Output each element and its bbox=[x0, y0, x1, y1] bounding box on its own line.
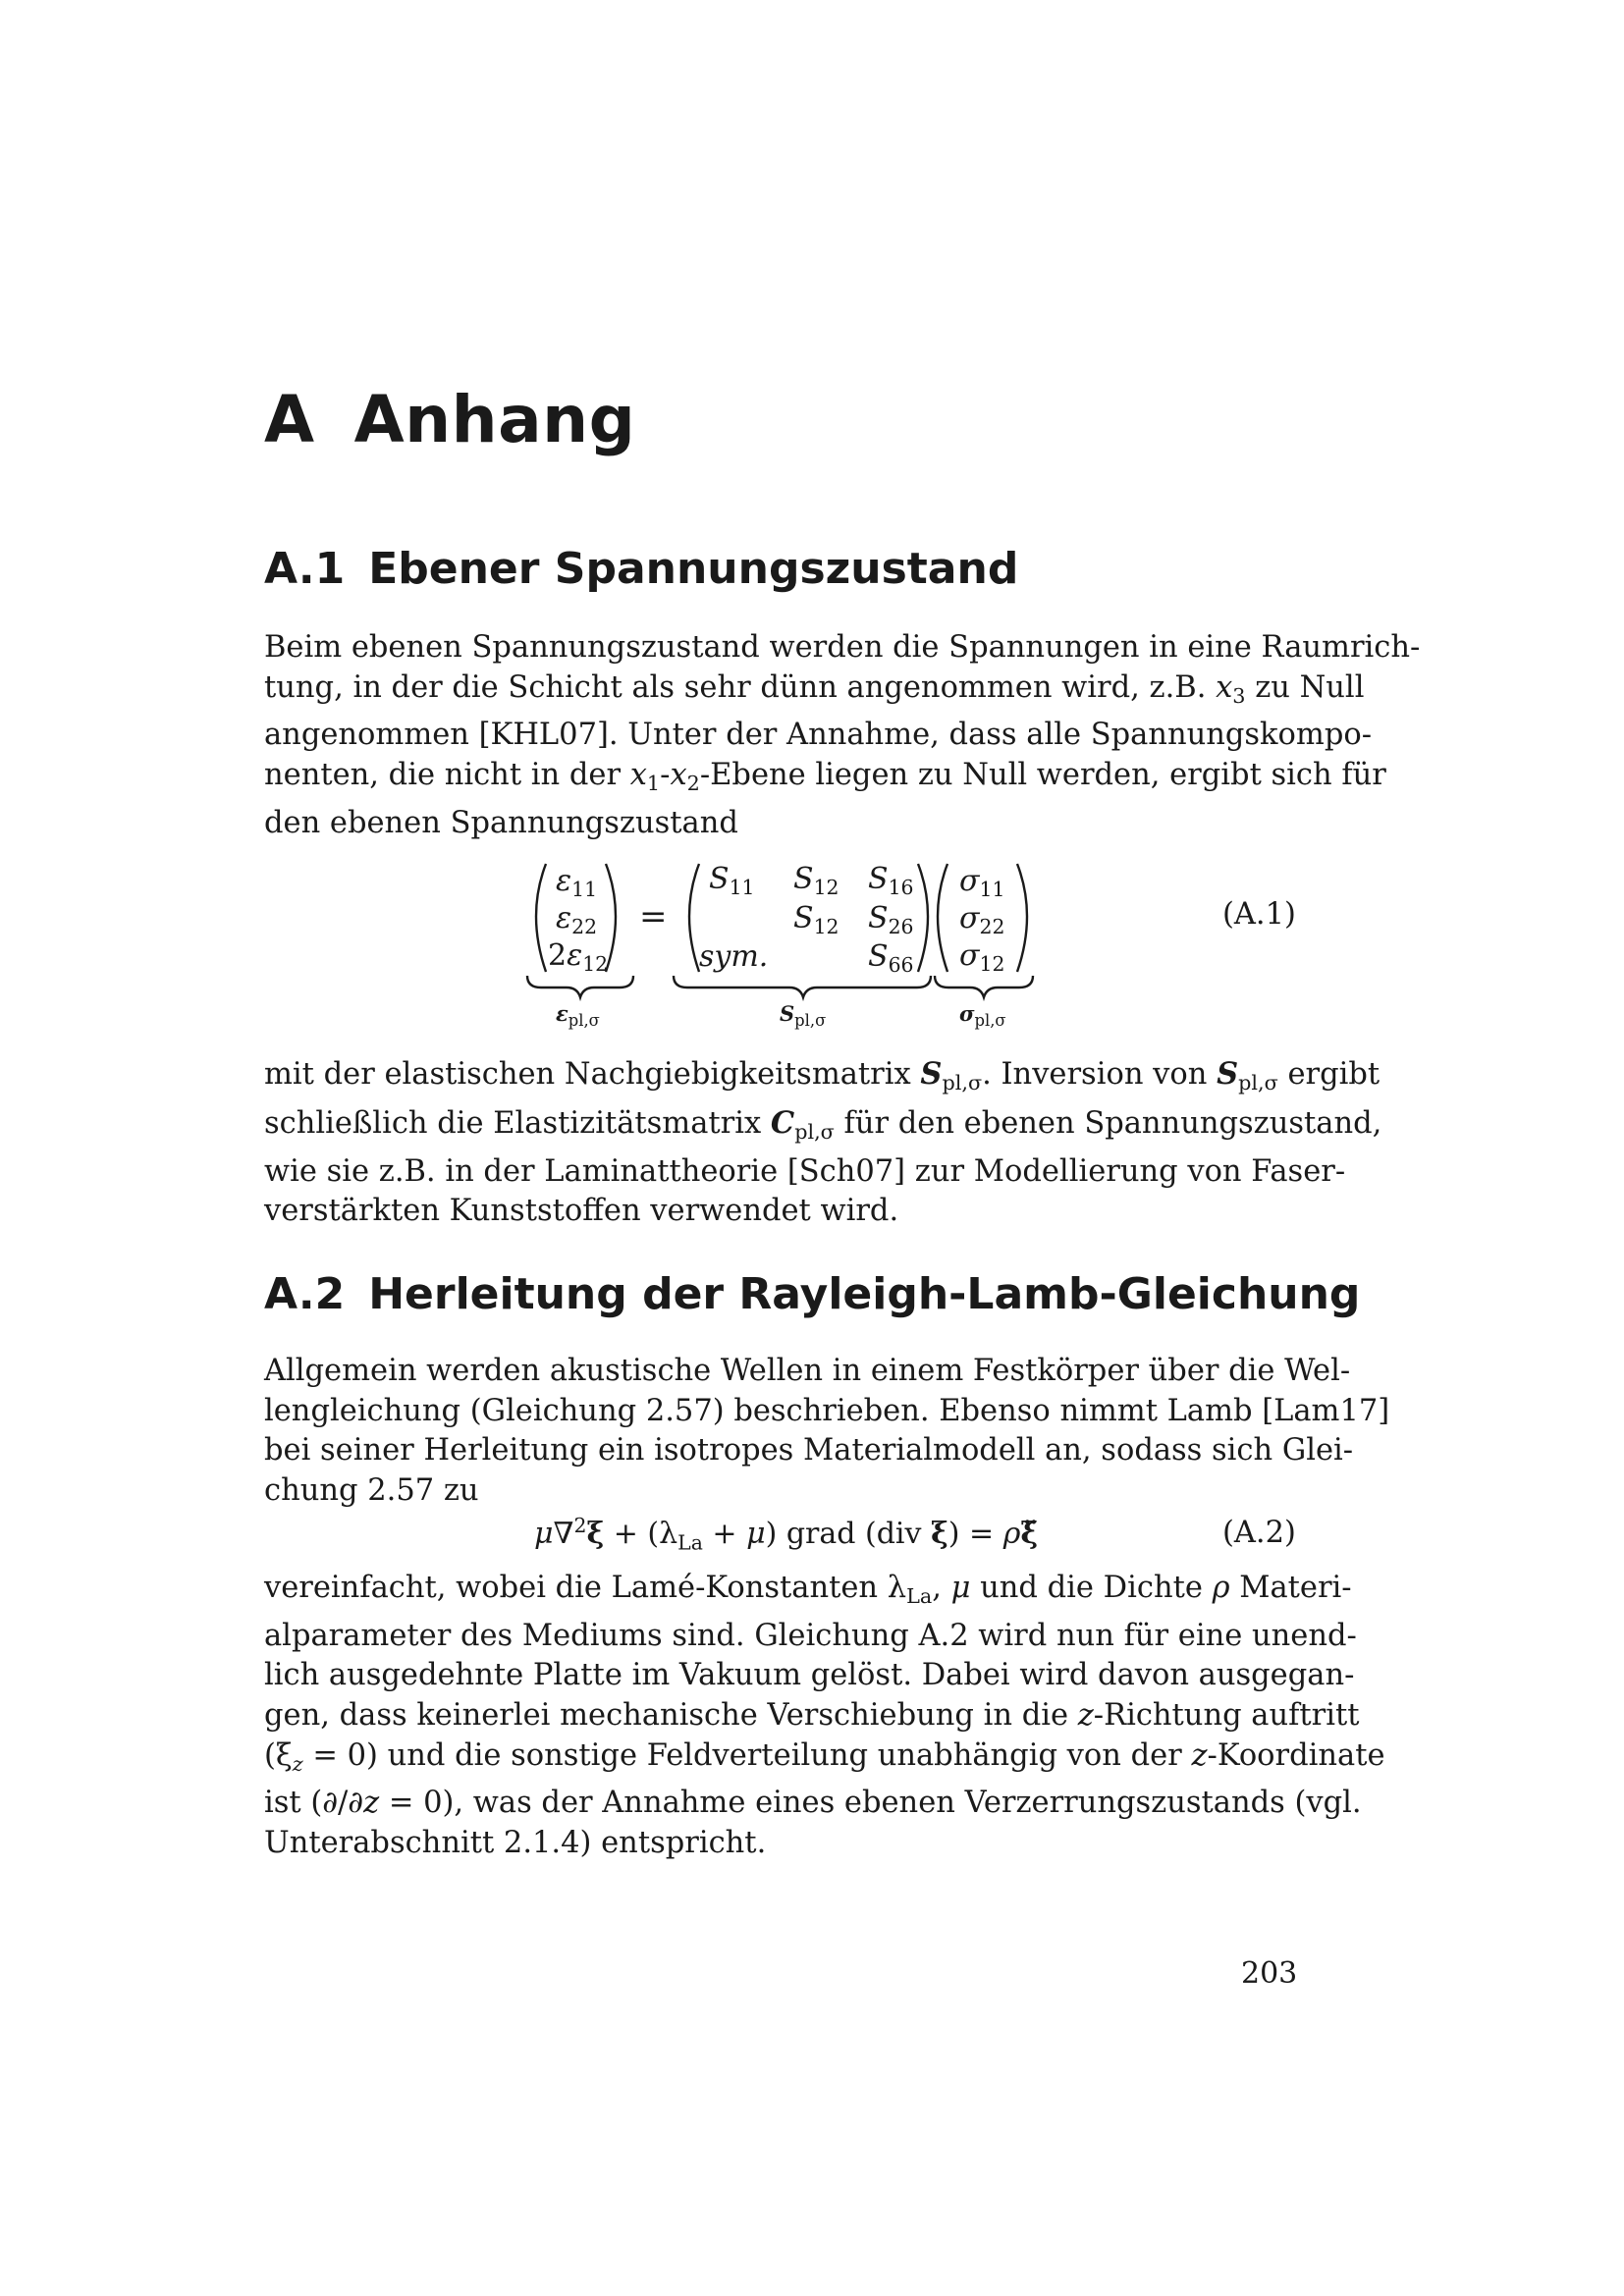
label-strain: $\varepsilon_{pl,\sigma}$ bbox=[556, 1001, 600, 1030]
equation-number: (A.1) bbox=[1222, 897, 1296, 932]
text-line: verstärkten Kunststoffen verwendet wird. bbox=[264, 1194, 899, 1229]
matrix-entry: $S_{11}$ bbox=[709, 862, 755, 900]
section-number: A.2 bbox=[264, 1269, 346, 1319]
text-line: nenten, die nicht in der $x_1-x_2$-Ebene liegen zu Null werden, ergibt sich für bbox=[264, 758, 1386, 796]
text-line: chung 2.57 zu bbox=[264, 1472, 479, 1508]
stress-component: $\sigma_{12}$ bbox=[959, 938, 1005, 977]
text-line: Allgemein werden akustische Wellen in einem Festkörper über die Wel- bbox=[264, 1354, 1351, 1388]
matrix-entry: $S_{16}$ bbox=[868, 862, 914, 900]
text-line: Beim ebenen Spannungszustand werden die Spannungen in eine Raumrich- bbox=[264, 630, 1421, 665]
text-line: mit der elastischen Nachgiebigkeitsmatrix $S_{pl,\sigma}$. Inversion von $S_{pl,\sigma}$ ergibt bbox=[264, 1056, 1380, 1095]
equation-a2: $\mu\nabla^2\xi + (\lambda_{La} + \mu)$ grad (div ξ) = ρξ̈ bbox=[534, 1514, 1039, 1555]
text-line: angenommen [KHL07]. Unter der Annahme, dass alle Spannungskompo- bbox=[264, 718, 1373, 753]
section-title: Ebener Spannungszustand bbox=[368, 544, 1019, 594]
paragraph-a2-after bbox=[264, 1569, 1385, 1864]
paragraph-a1-after bbox=[264, 1054, 1382, 1232]
strain-component: $\varepsilon_{22}$ bbox=[556, 901, 598, 939]
text-line: $(\xi_z = 0)$ und die sonstige Feldverteilung unabhängig von der z-Koordinate bbox=[264, 1737, 1385, 1776]
stress-component: $\sigma_{11}$ bbox=[959, 864, 1005, 902]
text-line: den ebenen Spannungszustand bbox=[264, 805, 738, 840]
text-line: schließlich die Elastizitätsmatrix $C_{pl,\sigma}$ für den ebenen Spannungszustand, bbox=[264, 1104, 1382, 1145]
text-line: lengleichung (Gleichung 2.57) beschrieben. Ebenso nimmt Lamb [Lam17] bbox=[264, 1393, 1390, 1428]
text-line: Unterabschnitt 2.1.4) entspricht. bbox=[264, 1826, 767, 1860]
matrix-entry: $S_{12}$ bbox=[793, 901, 839, 939]
stress-component: $\sigma_{22}$ bbox=[959, 901, 1005, 939]
text-line: vereinfacht, wobei die Lamé-Konstanten $\lambda_{La}$, μ und die Dichte ρ Materi- bbox=[264, 1571, 1352, 1609]
text-line: gen, dass keinerlei mechanische Verschiebung in die z-Richtung auftritt bbox=[264, 1698, 1360, 1733]
equation-number: (A.2) bbox=[1222, 1516, 1296, 1550]
page-number: 203 bbox=[1241, 1956, 1298, 1991]
label-stress: $\sigma_{pl,\sigma}$ bbox=[959, 1001, 1006, 1030]
matrix-entry: $S_{26}$ bbox=[868, 901, 914, 939]
strain-component: $2\varepsilon_{12}$ bbox=[548, 938, 609, 977]
label-compliance: $S_{pl,\sigma}$ bbox=[780, 1001, 827, 1030]
chapter-number: A bbox=[264, 382, 315, 457]
matrix-entry: $S_{12}$ bbox=[793, 862, 839, 900]
strain-component: $\varepsilon_{11}$ bbox=[556, 864, 598, 902]
text-line: bei seiner Herleitung ein isotropes Materialmodell an, sodass sich Glei- bbox=[264, 1433, 1354, 1468]
section-title: Herleitung der Rayleigh-Lamb-Gleichung bbox=[368, 1269, 1361, 1319]
matrix-entry: $S_{66}$ bbox=[868, 939, 914, 978]
text-line: ist (∂/∂z = 0), was der Annahme eines ebenen Verzerrungszustands (vgl. bbox=[264, 1786, 1362, 1821]
text-line: lich ausgedehnte Platte im Vakuum gelöst. Dabei wird davon ausgegan- bbox=[264, 1658, 1355, 1693]
chapter-title: Anhang bbox=[353, 382, 636, 457]
section-number: A.1 bbox=[264, 544, 346, 594]
text-line: wie sie z.B. in der Laminattheorie [Sch07] zur Modellierung von Faser- bbox=[264, 1153, 1346, 1189]
equals-sign: = bbox=[639, 897, 668, 936]
paragraph-a2-intro bbox=[264, 1352, 1390, 1511]
text-line: alparameter des Mediums sind. Gleichung A.2 wird nun für eine unend- bbox=[264, 1618, 1357, 1653]
section-heading-a2 bbox=[264, 1269, 1361, 1319]
matrix-entry: sym. bbox=[699, 939, 769, 974]
text-line: tung, in der die Schicht als sehr dünn angenommen wird, z.B. $x_3$ zu Null bbox=[264, 669, 1365, 708]
